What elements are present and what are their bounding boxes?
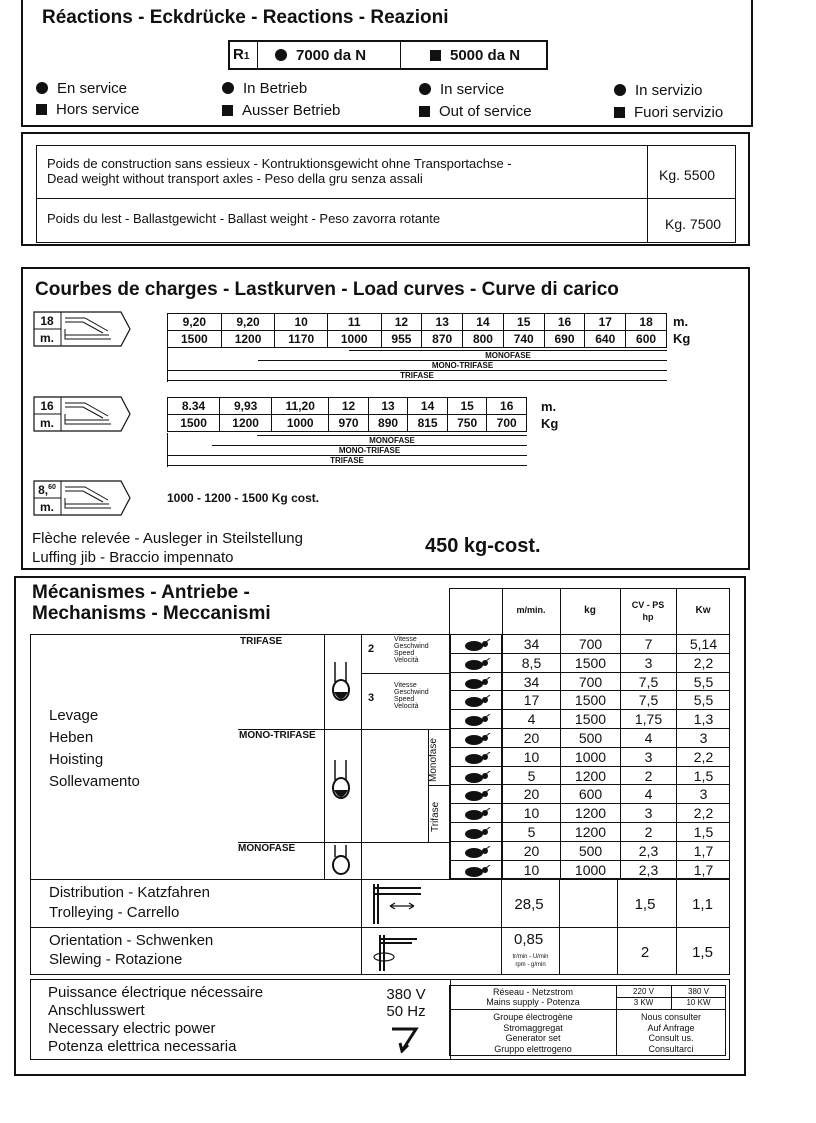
winch-icon [330, 845, 354, 877]
load-cell: 1500 [168, 331, 222, 348]
hoist-cv: 4 [620, 729, 676, 747]
hoist-cv: 7 [620, 635, 676, 653]
hoist-kg: 500 [560, 729, 620, 747]
lightning-icon [388, 1023, 424, 1053]
turtle-icon [460, 864, 492, 876]
out-service-value: 5000 da N [430, 47, 520, 64]
micro-speed-icon [460, 770, 492, 782]
hoist-v: 20 [502, 785, 560, 803]
hoist-kw: 3 [676, 785, 730, 803]
mech-header [449, 588, 730, 635]
speeds-2: 2 [368, 643, 375, 655]
mains-table [449, 985, 726, 1056]
speed-word-3: Vitesse Geschwind Speed Velocità [394, 682, 429, 710]
jib-16-badge [33, 396, 133, 432]
hoist-kw: 5,14 [676, 635, 730, 653]
load-cell: 9,93 [220, 398, 272, 415]
jib-16-length: 16 [40, 399, 54, 413]
hoist-kw: 1,7 [676, 842, 730, 860]
hoist-cv: 2,3 [620, 861, 676, 879]
trolley-speed: 28,5 [514, 896, 544, 913]
speeds-3: 3 [368, 692, 375, 704]
legend-en-out: Out of service [419, 103, 532, 120]
jib-18-monofase: MONOFASE [485, 351, 531, 360]
hoist-row [449, 823, 730, 842]
jib-18-load-table [167, 313, 667, 348]
hoist-kg: 600 [560, 785, 620, 803]
load-cell: 16 [487, 398, 527, 415]
header-cv: CV - PS hp [631, 600, 665, 622]
jib-18-kg-unit: Kg [673, 331, 691, 346]
generator-label: Groupe électrogène Stromaggregat Generator set Gruppo elettrogeno [493, 1012, 573, 1054]
load-cell: 1500 [168, 415, 220, 432]
jib-16-monofase: MONOFASE [369, 436, 415, 445]
legend-en-in: In service [419, 81, 504, 98]
jib-860-loads: 1000 - 1200 - 1500 Kg cost. [167, 491, 320, 505]
load-cell: 700 [487, 415, 527, 432]
load-cell: 1000 [327, 331, 381, 348]
trolley-kw: 1,1 [692, 896, 713, 913]
hoist-kg: 1200 [560, 804, 620, 822]
header-kg: kg [584, 605, 596, 616]
ballast-weight-label: Poids du lest - Ballastgewicht - Ballast weight - Peso zavorra rotante [47, 211, 441, 226]
hoist-row [449, 861, 730, 880]
ballast-weight-value: Kg. 7500 [665, 216, 722, 232]
hoist-row [449, 729, 730, 748]
hoist-kg: 1000 [560, 861, 620, 879]
hoist-row [449, 673, 730, 692]
load-cell: 10 [275, 314, 327, 331]
load-cell: 18 [626, 314, 667, 331]
consult-label: Nous consulter Auf Anfrage Consult us. Consultarci [640, 1012, 702, 1054]
load-cell: 1170 [275, 331, 327, 348]
hoist-v: 10 [502, 748, 560, 766]
header-kw: Kw [695, 605, 711, 616]
load-cell: 640 [585, 331, 626, 348]
slewing-speed-unit: tr/min - U/min rpm - g/min [512, 954, 549, 968]
hoist-row [449, 748, 730, 767]
weights-table [36, 145, 736, 243]
hoist-kw: 3 [676, 729, 730, 747]
luffing-jib-label: Flèche relevée - Ausleger in Steilstellung Luffing jib - Braccio impennato [32, 530, 303, 566]
micro-speed-icon [460, 713, 492, 725]
hoist-v: 4 [502, 710, 560, 728]
load-cell: 9,20 [221, 314, 275, 331]
hoist-row [449, 635, 730, 654]
hoist-kg: 1200 [560, 767, 620, 785]
hare-icon [460, 676, 492, 688]
hoist-v: 5 [502, 823, 560, 841]
hoist-kg: 700 [560, 635, 620, 653]
vertical-trifase: Trifase [430, 801, 441, 832]
load-cell: 870 [422, 331, 463, 348]
jib-16-monotrifase: MONO-TRIFASE [338, 446, 401, 455]
hoist-kg: 1000 [560, 748, 620, 766]
header-speed: m/min. [516, 605, 546, 615]
mains-10kw: 10 KW [686, 998, 711, 1007]
hoist-kg: 1200 [560, 823, 620, 841]
trifase-label: TRIFASE [240, 636, 283, 647]
legend-it-out: Fuori servizio [614, 104, 723, 121]
jib-16-load-table [167, 397, 527, 432]
turtle-icon [460, 657, 492, 669]
hare-icon [460, 638, 492, 650]
hare-icon [460, 788, 492, 800]
legend-fr-out: Hors service [36, 101, 139, 118]
slewing-cv: 2 [640, 944, 650, 961]
hoist-kw: 1,3 [676, 710, 730, 728]
jib-16-m-unit: m. [541, 399, 557, 414]
hoist-kw: 5,5 [676, 691, 730, 709]
load-cell: 14 [463, 314, 504, 331]
hoist-kw: 2,2 [676, 804, 730, 822]
slewing-speed: 0,85 [514, 931, 544, 948]
trolley-label: Distribution - Katzfahren Trolleying - Carrello [49, 884, 210, 921]
hoist-v: 10 [502, 804, 560, 822]
hoist-kg: 1500 [560, 691, 620, 709]
hoist-row [449, 785, 730, 804]
hoisting-label: Levage Heben Hoisting Sollevamento [49, 707, 140, 790]
mains-3kw: 3 KW [633, 998, 654, 1007]
mains-380v: 380 V [688, 987, 709, 996]
jib-18-unit: m. [39, 331, 54, 345]
hoist-v: 10 [502, 861, 560, 879]
hoist-row [449, 842, 730, 861]
legend-it-in: In servizio [614, 82, 703, 99]
hoist-v: 5 [502, 767, 560, 785]
trolley-crane-icon [366, 880, 426, 926]
load-cell: 1200 [221, 331, 275, 348]
winch-icon [330, 662, 354, 708]
load-cell: 12 [329, 398, 369, 415]
hoist-kg: 1500 [560, 654, 620, 672]
load-cell: 14 [408, 398, 448, 415]
load-cell: 970 [329, 415, 369, 432]
jib-18-length: 18 [40, 314, 54, 328]
hoist-cv: 2 [620, 823, 676, 841]
curves-title: Courbes de charges - Lastkurven - Load curves - Curve di carico [35, 279, 619, 300]
r1-label: R1 [230, 42, 258, 68]
hoist-kg: 700 [560, 673, 620, 691]
load-cell: 12 [381, 314, 422, 331]
load-cell: 11,20 [272, 398, 329, 415]
hoist-cv: 3 [620, 654, 676, 672]
reactions-title: Réactions - Eckdrücke - Reactions - Reazioni [42, 7, 449, 28]
jib-18-supply-lines [167, 348, 667, 382]
jib-860-length: 8,60 [38, 483, 56, 497]
load-cell: 750 [447, 415, 487, 432]
hare-icon [460, 732, 492, 744]
speed-word-2: Vitesse Geschwind Speed Velocità [394, 636, 429, 664]
hare-icon [460, 845, 492, 857]
jib-18-badge [33, 311, 133, 347]
hoist-cv: 3 [620, 804, 676, 822]
hoist-cv: 4 [620, 785, 676, 803]
load-cell: 600 [626, 331, 667, 348]
monofase-label: MONOFASE [238, 843, 296, 854]
winch-icon [330, 760, 354, 806]
jib-16-kg-unit: Kg [541, 416, 559, 431]
monotrifase-label: MONO-TRIFASE [239, 730, 316, 741]
hare-icon [460, 694, 492, 706]
jib-860-unit: m. [39, 500, 54, 514]
hoist-kw: 2,2 [676, 748, 730, 766]
load-cell: 15 [447, 398, 487, 415]
legend-de-in: In Betrieb [222, 80, 307, 97]
load-cell: 690 [544, 331, 585, 348]
vertical-monofase: Monofase [428, 738, 439, 782]
trolley-cv: 1,5 [634, 896, 656, 913]
hoist-row [449, 654, 730, 673]
jib-16-unit: m. [39, 416, 54, 430]
legend-fr-in: En service [36, 80, 127, 97]
power-label: Puissance électrique nécessaire Anschlusswert Necessary electric power Potenza elettrica necessaria [48, 984, 264, 1055]
hare-icon [460, 807, 492, 819]
hoist-kg: 500 [560, 842, 620, 860]
legend-de-out: Ausser Betrieb [222, 102, 340, 119]
hoist-cv: 2 [620, 767, 676, 785]
load-cell: 740 [503, 331, 544, 348]
slewing-kw: 1,5 [692, 944, 713, 961]
load-cell: 9,20 [168, 314, 222, 331]
hoist-kw: 1,5 [676, 767, 730, 785]
hare-icon [460, 751, 492, 763]
load-cell: 955 [381, 331, 422, 348]
hoist-v: 8,5 [502, 654, 560, 672]
slewing-crane-icon [372, 929, 422, 973]
dead-weight-value: Kg. 5500 [659, 167, 716, 183]
jib-18-m-unit: m. [673, 314, 689, 329]
in-service-value: 7000 da N [275, 47, 366, 64]
reactions-value-box [228, 40, 548, 70]
jib-16-supply-lines [167, 433, 527, 467]
load-cell: 890 [368, 415, 408, 432]
jib-16-trifase: TRIFASE [330, 456, 364, 465]
mechanisms-title: Mécanismes - Antriebe - Mechanisms - Meccanismi [32, 582, 271, 624]
load-cell: 1200 [220, 415, 272, 432]
hoist-kw: 1,5 [676, 823, 730, 841]
hoist-cv: 1,75 [620, 710, 676, 728]
hoist-row [449, 767, 730, 786]
hoist-row [449, 804, 730, 823]
load-cell: 13 [368, 398, 408, 415]
hoist-kg: 1500 [560, 710, 620, 728]
dead-weight-label: Poids de construction sans essieux - Kontruktionsgewicht ohne Transportachse - Dead weight without transport axles - Peso della gru senza assali [47, 156, 512, 186]
hoist-rows [449, 635, 730, 879]
luffing-jib-value: 450 kg-cost. [425, 535, 541, 557]
power-voltage: 380 V 50 Hz [386, 986, 426, 1020]
jib-860-badge [33, 480, 133, 516]
hoist-kw: 2,2 [676, 654, 730, 672]
load-cell: 800 [463, 331, 504, 348]
load-cell: 8.34 [168, 398, 220, 415]
hoist-row [449, 710, 730, 729]
mains-220v: 220 V [633, 987, 654, 996]
load-cell: 1000 [272, 415, 329, 432]
hoist-cv: 2,3 [620, 842, 676, 860]
hoist-cv: 3 [620, 748, 676, 766]
load-cell: 13 [422, 314, 463, 331]
hoist-kw: 1,7 [676, 861, 730, 879]
hoist-v: 20 [502, 729, 560, 747]
jib-18-trifase: TRIFASE [400, 371, 434, 380]
hoist-v: 34 [502, 635, 560, 653]
hoist-v: 20 [502, 842, 560, 860]
hoist-cv: 7,5 [620, 691, 676, 709]
hoist-v: 34 [502, 673, 560, 691]
slewing-label: Orientation - Schwenken Slewing - Rotazione [49, 932, 214, 968]
load-cell: 11 [327, 314, 381, 331]
load-cell: 15 [503, 314, 544, 331]
mains-label: Réseau - Netzstrom Mains supply - Potenza [486, 987, 580, 1007]
load-cell: 16 [544, 314, 585, 331]
jib-18-monotrifase: MONO-TRIFASE [431, 361, 494, 370]
hoist-cv: 7,5 [620, 673, 676, 691]
hoist-v: 17 [502, 691, 560, 709]
hoist-kw: 5,5 [676, 673, 730, 691]
micro-speed-icon [460, 826, 492, 838]
load-cell: 815 [408, 415, 448, 432]
hoist-row [449, 691, 730, 710]
load-cell: 17 [585, 314, 626, 331]
